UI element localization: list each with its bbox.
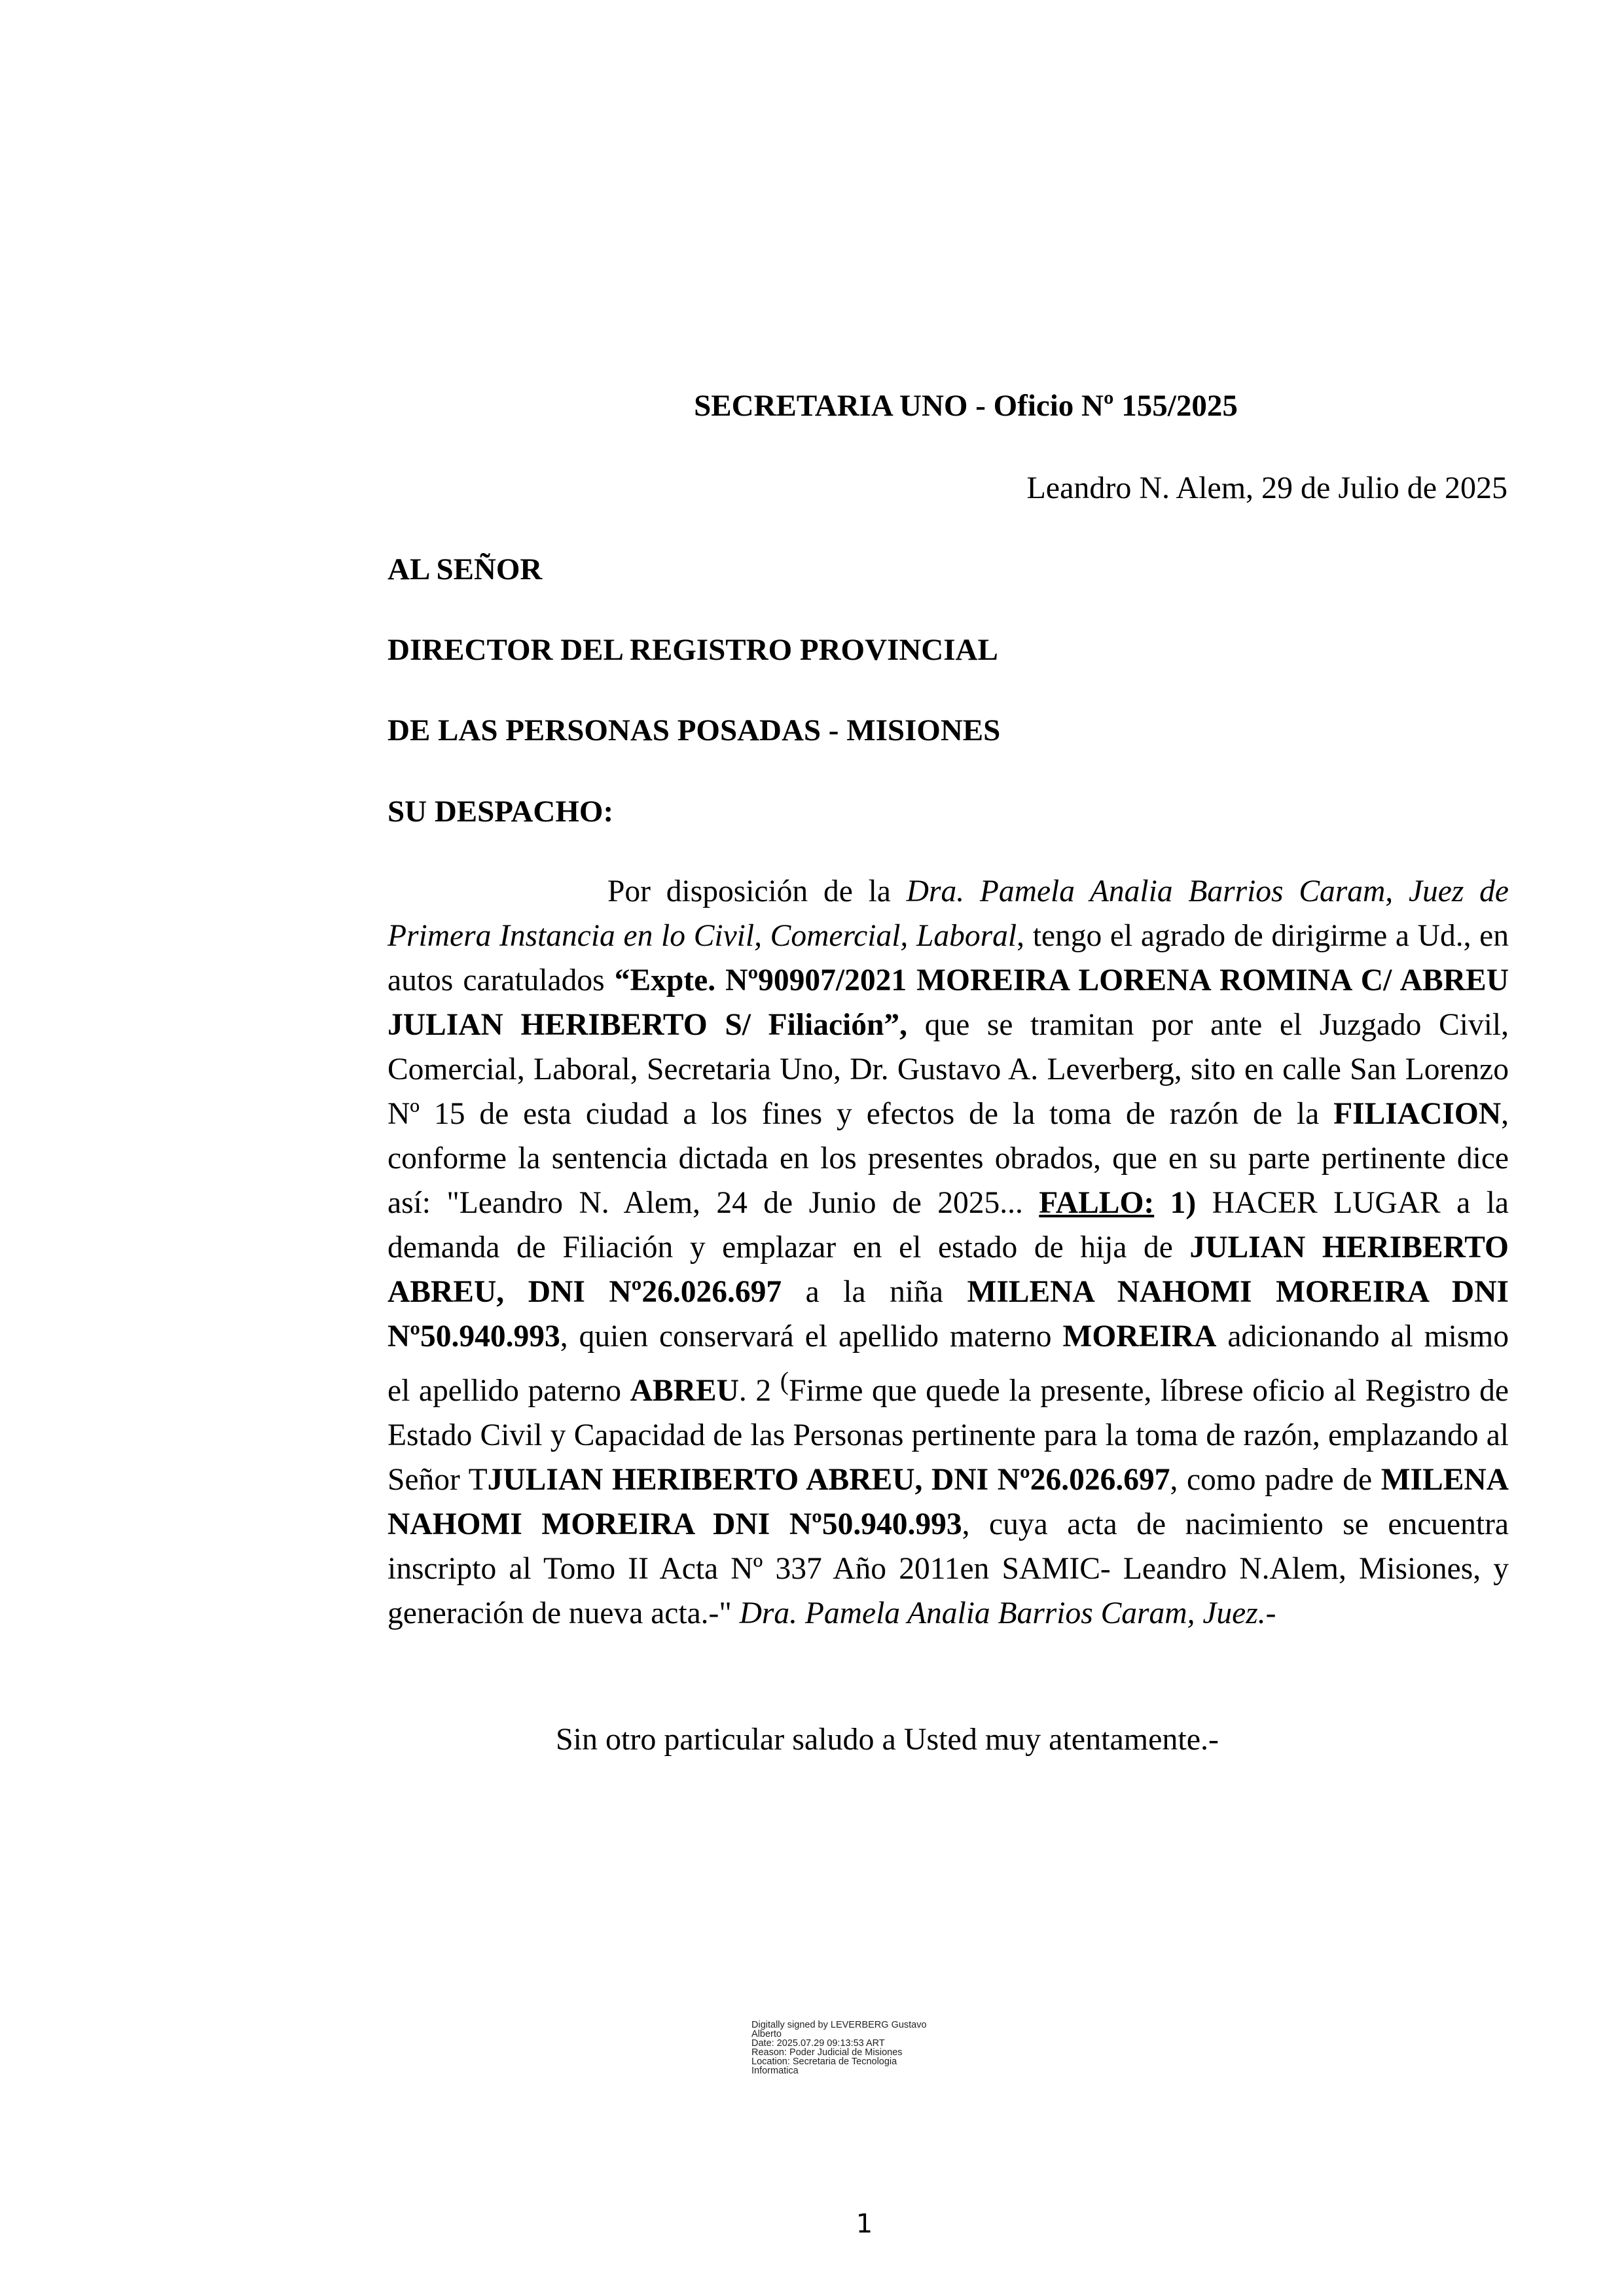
body-text-segment: . 2 — [738, 1373, 780, 1408]
child-name-bold: MILENA NAHOMI MOREIRA DNI Nº50.940.993 — [388, 1275, 1509, 1354]
body-text-segment: , como padre de — [1170, 1462, 1381, 1497]
fallo-heading: FALLO: — [1039, 1186, 1155, 1220]
paternal-surname-bold: ABREU — [630, 1373, 739, 1408]
body-text-segment: Firme que quede la presente, líbrese oficio al Registro de Estado Civil y Capacidad de las Personas pertinente para la toma de razón, emplazando al Señor T — [388, 1373, 1509, 1497]
body-paragraph — [388, 869, 1509, 1636]
oficio-number: SECRETARIA UNO - Oficio Nº 155/2025 — [694, 389, 1238, 423]
closing-line — [0, 1721, 1624, 1757]
father-name-bold: JULIAN HERIBERTO ABREU, DNI Nº26.026.697 — [388, 1230, 1509, 1309]
signature-line: Informatica — [751, 2066, 799, 2076]
signature-line: Reason: Poder Judicial de Misiones — [751, 2047, 903, 2058]
filiacion-bold: FILIACION — [1333, 1097, 1502, 1131]
father-name-bold: JULIAN HERIBERTO ABREU, DNI Nº26.026.697 — [487, 1462, 1170, 1497]
signature-line: Date: 2025.07.29 09:13:53 ART — [751, 2038, 885, 2049]
addressee-line-1: AL SEÑOR — [388, 552, 543, 586]
body-text-segment: , quien conservará el apellido materno — [560, 1319, 1063, 1354]
case-caption: “Expte. Nº90907/2021 MOREIRA LORENA ROMINA C/ ABREU JULIAN HERIBERTO S/ Filiación”, — [388, 963, 1509, 1042]
judge-title-italic: Dra. Pamela Analia Barrios Caram, Juez de Primera Instancia en lo Civil, Comercial, Laboral — [388, 874, 1509, 953]
signature-line: Alberto — [751, 2029, 782, 2039]
body-text-segment: adicionando al mismo el apellido paterno — [388, 1319, 1509, 1408]
addressee-line-4: SU DESPACHO: — [388, 795, 614, 829]
body-text-segment: , tengo el agrado de dirigirme a Ud., en autos caratulados — [388, 919, 1509, 997]
body-text-segment: , conforme la sentencia dictada en los presentes obrados, que en su parte pertinente dice así: "Leandro N. Alem, 24 de Junio de 2025... — [388, 1097, 1509, 1220]
maternal-surname-bold: MOREIRA — [1062, 1319, 1217, 1354]
body-text — [388, 869, 1509, 1636]
fallo-item-1: 1) — [1154, 1186, 1197, 1220]
signature-line: Digitally signed by LEVERBERG Gustavo — [751, 2020, 927, 2030]
body-text-segment: que se tramitan por ante el Juzgado Civil, Comercial, Laboral, Secretaria Uno, Dr. Gustavo A. Leverberg, sito en calle San Lorenzo Nº 15 de esta ciudad a los fines y efectos de la toma de razón de la — [388, 1008, 1509, 1131]
document-date: Leandro N. Alem, 29 de Julio de 2025 — [1026, 471, 1507, 505]
digital-signature-stamp — [751, 2020, 1000, 2075]
closing-text: Sin otro particular saludo a Usted muy atentamente.- — [555, 1722, 1219, 1757]
page-number-value: 1 — [856, 2209, 873, 2239]
addressee-line-2: DIRECTOR DEL REGISTRO PROVINCIAL — [388, 633, 998, 667]
signature-line: Location: Secretaria de Tecnologia — [751, 2056, 897, 2067]
body-text-segment: HACER LUGAR a la demanda de Filiación y emplazar en el estado de hija de — [388, 1186, 1509, 1265]
oficio-heading — [0, 388, 1624, 423]
body-text-segment: , cuya acta de nacimiento se encuentra inscripto al Tomo II Acta Nº 337 Año 2011en SAMIC- Leandro N.Alem, Misiones, y generación de nueva acta.-" — [388, 1507, 1509, 1630]
body-text-segment: Por disposición de la — [607, 874, 907, 908]
addressee-line-3: DE LAS PERSONAS POSADAS - MISIONES — [388, 713, 1001, 747]
child-name-bold: MILENA NAHOMI MOREIRA DNI Nº50.940.993 — [388, 1462, 1509, 1541]
body-text-segment: a la niña — [782, 1275, 967, 1309]
page-number — [0, 2209, 1624, 2239]
judge-signature-italic: Dra. Pamela Analia Barrios Caram, Juez.- — [739, 1596, 1276, 1630]
stray-parenthesis: ( — [780, 1367, 789, 1395]
